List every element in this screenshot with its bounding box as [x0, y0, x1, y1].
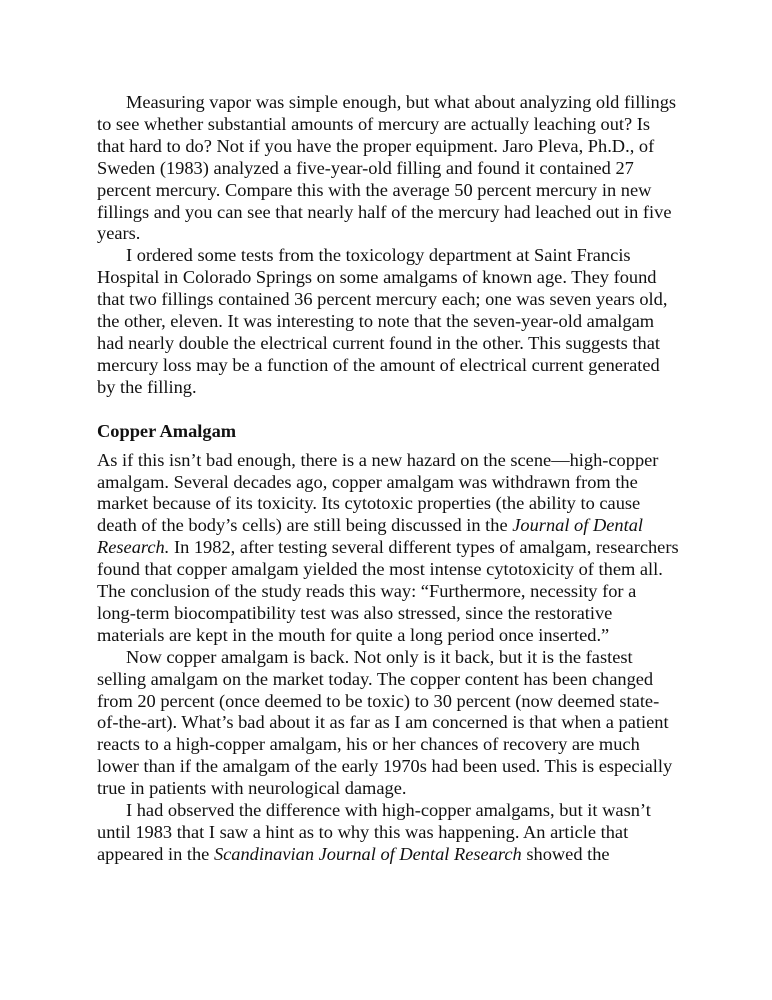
paragraph-observed-difference: [97, 800, 679, 866]
journal-title: Journal of Dental Research.: [97, 515, 643, 558]
text-run: showed the: [521, 843, 610, 864]
paragraph-copper-back: Now copper amalgam is back. Not only is it back, but it is the fastest selling amalgam on the market today. The copper content has been changed from 20 percent (once deemed to be toxic) to 30 percent (now deemed state-of-the-art). What’s bad about it as far as I am concerned is that when a patient reacts to a high-copper amalgam, his or her chances of recovery are much lower than if the amalgam of the early 1970s had been used. This is especially true in patients with neurological damage.: [97, 646, 673, 799]
text-run: I had observed the difference with high-copper amalgams, but it wasn’t until 1983 that I saw a hint as to why this was happening. An article that appeared in the: [97, 800, 651, 864]
text-run: As if this isn’t bad enough, there is a new hazard on the scene—high-copper amalgam. Several decades ago, copper amalgam was withdrawn from the market because of its toxicity. Its cytotoxic properties (the ability to cause death of the body’s cells) are still being discussed in the: [97, 449, 659, 536]
document-page: [97, 92, 679, 866]
text-run: In 1982, after testing several different types of amalgam, researchers found that copper amalgam yielded the most intense cytotoxicity of them all. The conclusion of the study reads this way: “Furthermore, necessity for a long-term biocompatibility test was also stressed, since the restorative materials are kept in the mouth for quite a long period once inserted.”: [97, 537, 679, 645]
section-heading-copper-amalgam: Copper Amalgam: [97, 420, 237, 441]
paragraph-toxicology-tests: I ordered some tests from the toxicology department at Saint Francis Hospital in Colorado Springs on some amalgams of known age. They found that two fillings contained 36 percent mercury each; one was seven years old, the other, eleven. It was interesting to note that the seven-year-old amalgam had nearly double the electrical current found in the other. This suggests that mercury loss may be a function of the amount of electrical current generated by the filling.: [97, 245, 668, 397]
paragraph-mercury-analysis: Measuring vapor was simple enough, but what about analyzing old fillings to see whether substantial amounts of mercury are actually leaching out? Is that hard to do? Not if you have the proper equipment. Jaro Pleva, Ph.D., of Sweden (1983) analyzed a five-year-old filling and found it contained 27 percent mercury. Compare this with the average 50 percent mercury in new fillings and you can see that nearly half of the mercury had leached out in five years.: [97, 92, 677, 244]
journal-title: Scandinavian Journal of Dental Research: [213, 843, 522, 864]
paragraph-copper-hazard: [97, 450, 679, 647]
